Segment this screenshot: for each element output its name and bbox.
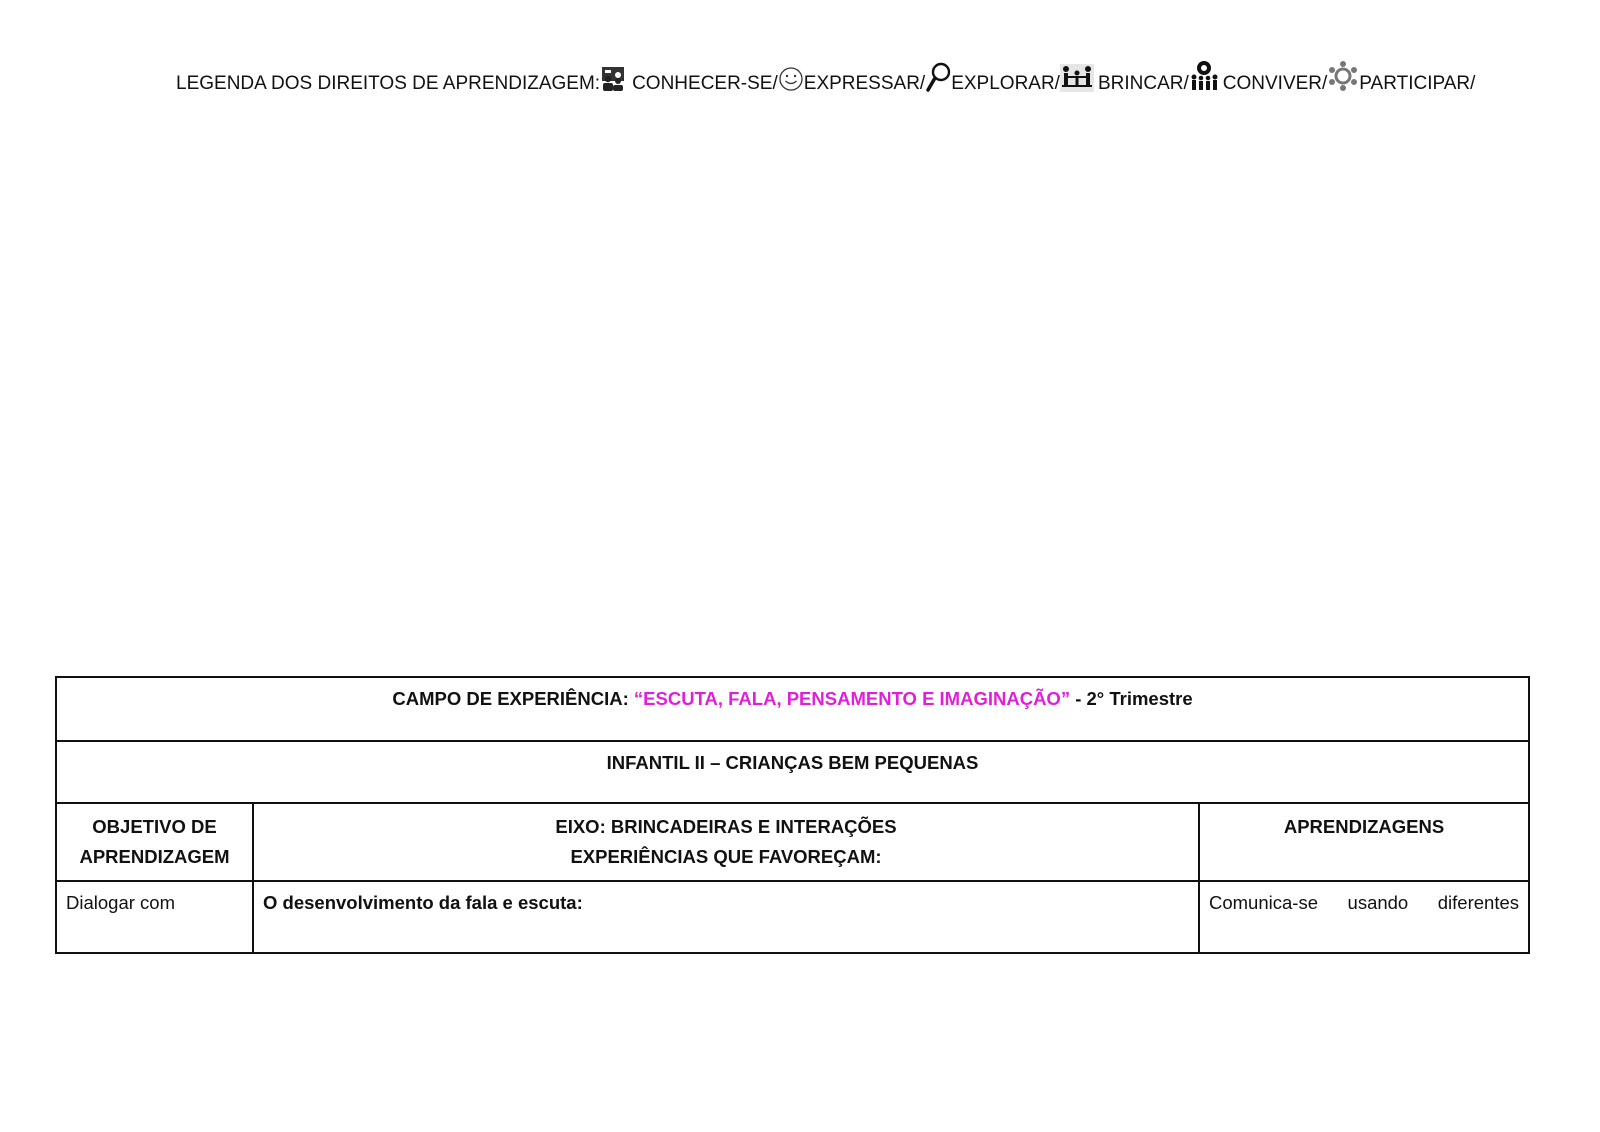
legend-item-expressar bbox=[778, 66, 925, 96]
header-aprendizagens: APRENDIZAGENS bbox=[1199, 803, 1529, 881]
magnifying-glass-icon bbox=[925, 62, 951, 92]
campo-suffix: - 2° Trimestre bbox=[1075, 688, 1193, 709]
legend-text-conviver: CONVIVER/ bbox=[1222, 73, 1328, 94]
legend-text-conhecer: CONHECER-SE/ bbox=[632, 73, 778, 94]
legend-item-participar bbox=[1327, 60, 1475, 96]
subtitle-cell: INFANTIL II – CRIANÇAS BEM PEQUENAS bbox=[56, 741, 1529, 803]
children-playing-icon bbox=[1060, 64, 1094, 92]
legend-text-brincar: BRINCAR/ bbox=[1097, 73, 1189, 94]
header-eixo-line1: EIXO: BRINCADEIRAS E INTERAÇÕES bbox=[555, 816, 897, 837]
campo-value: “ESCUTA, FALA, PENSAMENTO E IMAGINAÇÃO” bbox=[633, 688, 1071, 709]
campo-label: CAMPO DE EXPERIÊNCIA: bbox=[392, 688, 629, 709]
legend-text-explorar: EXPLORAR/ bbox=[951, 73, 1060, 94]
aprendizagens-word: usando bbox=[1347, 892, 1409, 913]
smiley-face-icon bbox=[778, 66, 804, 92]
header-objetivo-line2: APRENDIZAGEM bbox=[79, 846, 230, 867]
header-eixo bbox=[253, 803, 1199, 881]
table-row bbox=[56, 881, 1529, 953]
people-board-icon bbox=[600, 66, 626, 92]
aprendizagens-word: Comunica-se bbox=[1209, 892, 1318, 913]
cell-aprendizagens bbox=[1199, 881, 1529, 953]
legend-text-participar: PARTICIPAR/ bbox=[1359, 73, 1476, 94]
subtitle-row bbox=[56, 741, 1529, 803]
legend-item-conviver bbox=[1189, 60, 1328, 96]
legend-text-expressar: EXPRESSAR/ bbox=[803, 73, 926, 94]
aprendizagens-word: diferentes bbox=[1437, 892, 1520, 913]
legend-item-brincar bbox=[1060, 64, 1189, 96]
campo-cell bbox=[56, 677, 1529, 741]
header-eixo-line2: EXPERIÊNCIAS QUE FAVOREÇAM: bbox=[570, 846, 882, 867]
legend-bar bbox=[176, 56, 1476, 96]
header-row bbox=[56, 803, 1529, 881]
people-circle-icon bbox=[1327, 60, 1359, 92]
cell-eixo: O desenvolvimento da fala e escuta: bbox=[253, 881, 1199, 953]
header-objetivo bbox=[56, 803, 253, 881]
campo-row bbox=[56, 677, 1529, 741]
header-objetivo-line1: OBJETIVO DE bbox=[92, 816, 217, 837]
legend-item-explorar bbox=[925, 62, 1060, 96]
planning-table bbox=[55, 676, 1530, 954]
cell-objetivo: Dialogar com bbox=[56, 881, 253, 953]
people-globe-icon bbox=[1189, 60, 1219, 92]
legend-label: LEGENDA DOS DIREITOS DE APRENDIZAGEM: bbox=[176, 73, 601, 94]
legend-item-conhecer bbox=[600, 66, 778, 96]
